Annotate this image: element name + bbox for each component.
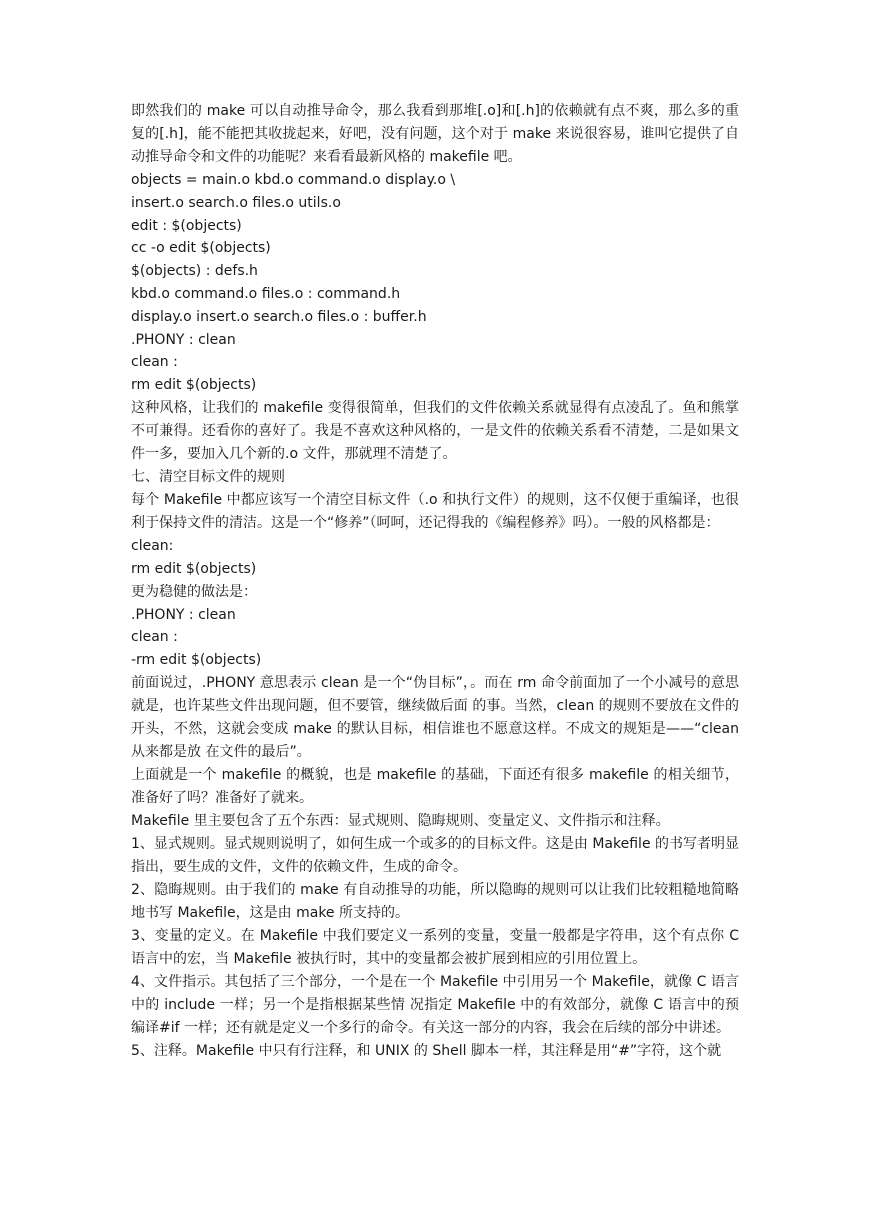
list-item-comments: 5、注释。Makefile 中只有行注释，和 UNIX 的 Shell 脚本一样，其注释是用“#”字符，这个就	[131, 1042, 722, 1059]
code-line: clean :	[131, 354, 178, 371]
code-line: clean:	[131, 537, 174, 554]
code-line: kbd.o command.o files.o : command.h	[131, 285, 401, 302]
paragraph-intro: 即然我们的 make 可以自动推导命令，那么我看到那堆[.o]和[.h]的依赖就有点不爽，那么多的重复的[.h]，能不能把其收拢起来，好吧，没有问题，这个对于 make 来说很容易，谁叫它提供了自动推导命令和文件的功能呢？来看看最新风格的 makefile 吧。	[131, 103, 739, 165]
code-line: rm edit $(objects)	[131, 377, 257, 394]
document-page	[131, 100, 739, 1063]
code-line: $(objects) : defs.h	[131, 263, 258, 280]
list-item-explicit-rules: 1、显式规则。显式规则说明了，如何生成一个或多的的目标文件。这是由 Makefile 的书写者明显指出，要生成的文件，文件的依赖文件，生成的命令。	[131, 835, 740, 875]
section-heading: 七、清空目标文件的规则	[131, 468, 285, 485]
code-line: .PHONY : clean	[131, 606, 236, 623]
code-block-clean	[131, 535, 739, 581]
paragraph-contents: Makefile 里主要包含了五个东西：显式规则、隐晦规则、变量定义、文件指示和注释。	[131, 812, 670, 829]
robust-label: 更为稳健的做法是：	[131, 583, 257, 600]
list-item-directives: 4、文件指示。其包括了三个部分，一个是在一个 Makefile 中引用另一个 Makefile，就像 C 语言中的 include 一样；另一个是指根据某些情 况指定 Makefile 中的有效部分，就像 C 语言中的预编译#if 一样；还有就是定义一个多行的命令。有关这一部分的内容，我会在后续的部分中讲述。	[131, 973, 739, 1036]
code-block-phony-clean	[131, 604, 739, 672]
list-item-variables: 3、变量的定义。在 Makefile 中我们要定义一系列的变量，变量一般都是字符串，这个有点你 C 语言中的宏，当 Makefile 被执行时，其中的变量都会被扩展到相应的引用位置上。	[131, 927, 739, 967]
code-line: clean :	[131, 629, 178, 646]
code-line: insert.o search.o files.o utils.o	[131, 194, 341, 211]
code-line: edit : $(objects)	[131, 217, 242, 234]
code-block-makefile	[131, 169, 739, 397]
code-line: cc -o edit $(objects)	[131, 240, 271, 257]
paragraph-clean-rule: 每个 Makefile 中都应该写一个清空目标文件（.o 和执行文件）的规则，这不仅便于重编译，也很利于保持文件的清洁。这是一个“修养”（呵呵，还记得我的《编程修养》吗）。一般的风格都是：	[131, 491, 739, 531]
paragraph-overview: 上面就是一个 makefile 的概貌，也是 makefile 的基础，下面还有很多 makefile 的相关细节，准备好了吗？准备好了就来。	[131, 766, 739, 806]
list-item-implicit-rules: 2、隐晦规则。由于我们的 make 有自动推导的功能，所以隐晦的规则可以让我们比较粗糙地简略地书写 Makefile，这是由 make 所支持的。	[131, 881, 739, 921]
paragraph-phony: 前面说过，.PHONY 意思表示 clean 是一个“伪目标”，。而在 rm 命令前面加了一个小减号的意思就是，也许某些文件出现问题，但不要管，继续做后面 的事。当然，clean 的规则不要放在文件的开头，不然，这就会变成 make 的默认目标，相信谁也不愿意这样。不成文的规矩是——“clean 从来都是放 在文件的最后”。	[131, 674, 739, 760]
code-line: .PHONY : clean	[131, 331, 236, 348]
code-line: rm edit $(objects)	[131, 560, 257, 577]
code-line: display.o insert.o search.o files.o : buffer.h	[131, 308, 427, 325]
code-line: objects = main.o kbd.o command.o display.o \	[131, 172, 456, 188]
code-line: -rm edit $(objects)	[131, 652, 262, 669]
paragraph-style: 这种风格，让我们的 makefile 变得很简单，但我们的文件依赖关系就显得有点凌乱了。鱼和熊掌不可兼得。还看你的喜好了。我是不喜欢这种风格的，一是文件的依赖关系看不清楚，二是如果文件一多，要加入几个新的.o 文件，那就理不清楚了。	[131, 399, 739, 462]
